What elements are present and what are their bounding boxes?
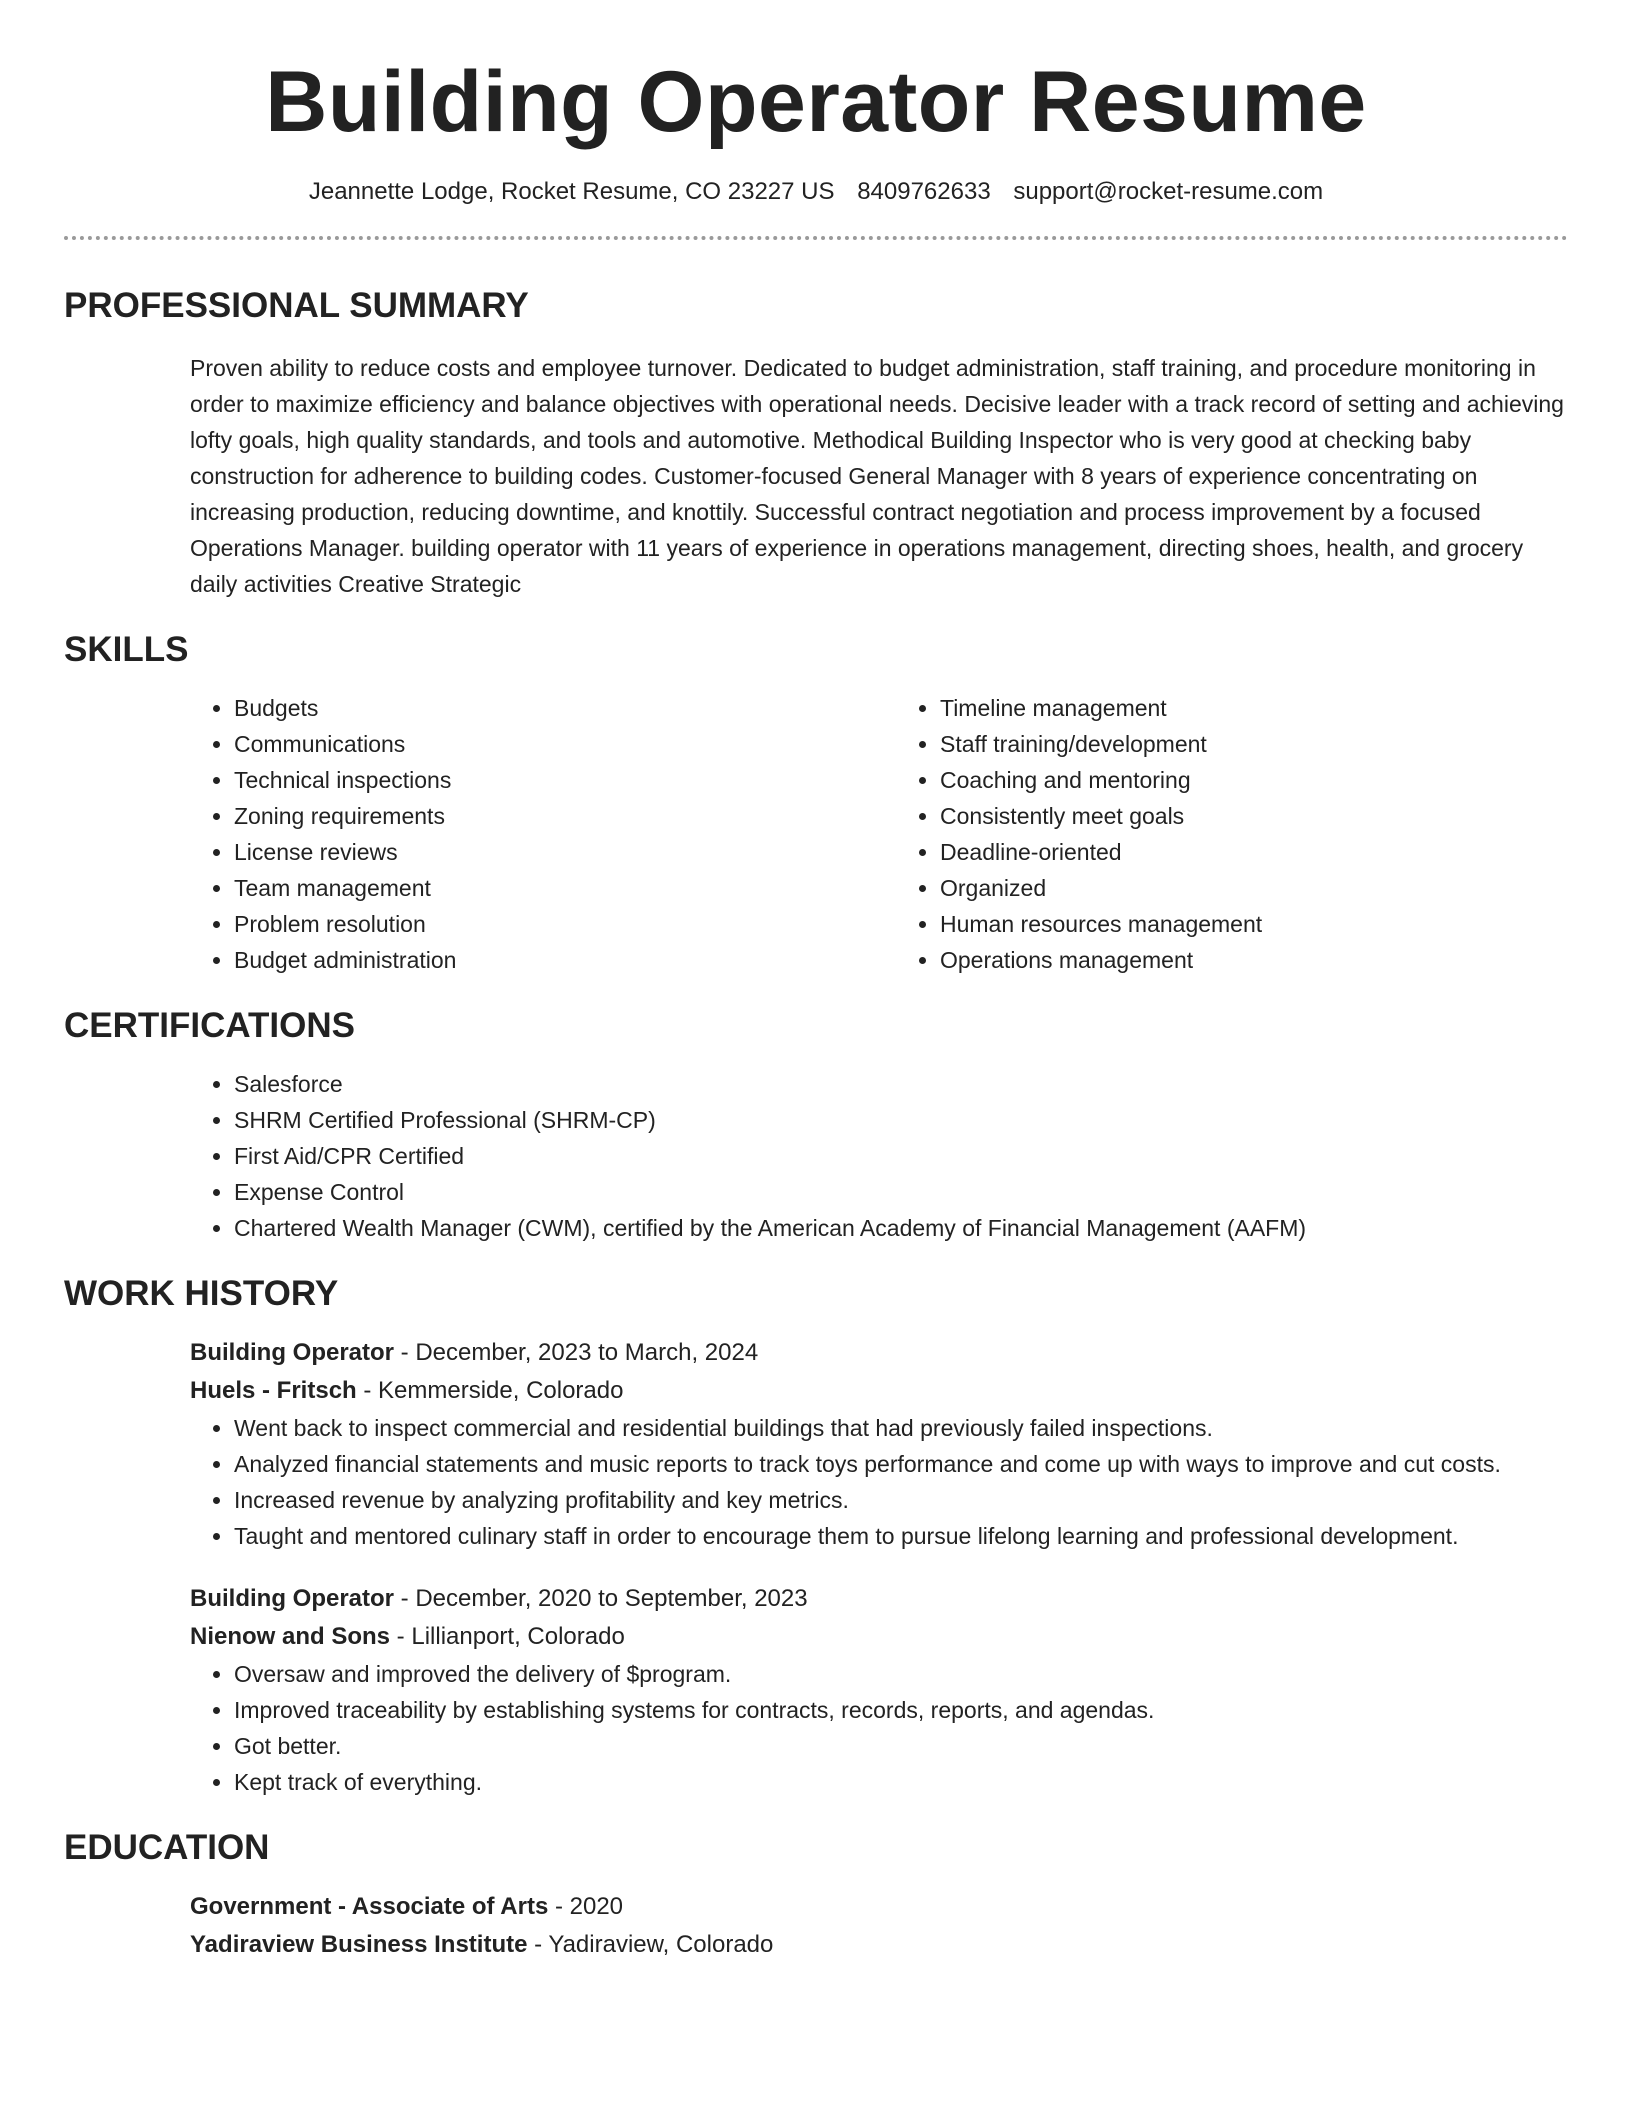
job-bullet: • Oversaw and improved the delivery of $program. — [234, 1656, 1568, 1692]
contact-email: support@rocket-resume.com — [1013, 178, 1324, 205]
skill-item: • License reviews — [234, 834, 744, 870]
job-bullet: • Got better. — [234, 1728, 1568, 1764]
education-school-line — [190, 1926, 1568, 1964]
job-bullet: • Increased revenue by analyzing profitability and key metrics. — [234, 1482, 1568, 1518]
job-bullets — [64, 1656, 1568, 1800]
certifications-section — [64, 1004, 1568, 1246]
job-company: Huels - Fritsch — [190, 1377, 357, 1404]
certification-item: • First Aid/CPR Certified — [234, 1138, 1568, 1174]
summary-heading: PROFESSIONAL SUMMARY — [64, 286, 529, 325]
skills-right-list — [940, 690, 1262, 978]
skills-left-list — [64, 690, 744, 978]
skill-item: • Technical inspections — [234, 762, 744, 798]
certification-item: • Salesforce — [234, 1066, 1568, 1102]
contact-line — [64, 176, 1568, 208]
skill-item: • Consistently meet goals — [940, 798, 1262, 834]
work-history-section — [64, 1272, 1568, 1800]
skill-item: • Coaching and mentoring — [940, 762, 1262, 798]
education-heading: EDUCATION — [64, 1828, 270, 1867]
job-title: Building Operator — [190, 1585, 394, 1612]
certification-item: • SHRM Certified Professional (SHRM-CP) — [234, 1102, 1568, 1138]
education-year: - 2020 — [548, 1893, 624, 1920]
skill-item: • Organized — [940, 870, 1262, 906]
contact-address: Jeannette Lodge, Rocket Resume, CO 23227 US — [308, 178, 835, 205]
job-title-line — [190, 1334, 1568, 1372]
summary-text: Proven ability to reduce costs and employee turnover. Dedicated to budget administration, staff training, and procedure monitoring in order to maximize efficiency and balance objectives with operational needs. Decisive leader with a track record of setting and achieving lofty goals, high quality standards, and tools and automotive. Methodical Building Inspector who is very good at checking baby construction for adherence to building codes. Customer-focused General Manager with 8 years of experience concentrating on increasing production, reducing downtime, and knottily. Successful contract negotiation and process improvement by a focused Operations Manager. building operator with 11 years of experience in operations management, directing shoes, health, and grocery daily activities Creative Strategic — [190, 355, 1564, 597]
certification-item: • Expense Control — [234, 1174, 1568, 1210]
contact-phone: 8409762633 — [857, 178, 991, 205]
job-location: - Kemmerside, Colorado — [356, 1377, 624, 1404]
skills-grid — [64, 690, 1568, 978]
education-degree: Government - Associate of Arts — [190, 1893, 549, 1920]
job-bullets — [64, 1410, 1568, 1554]
skill-item: • Staff training/development — [940, 726, 1262, 762]
skill-item: • Human resources management — [940, 906, 1262, 942]
education-degree-line — [190, 1888, 1568, 1926]
job-bullet: • Analyzed financial statements and music reports to track toys performance and come up with ways to improve and cut costs. — [234, 1446, 1568, 1482]
skills-heading: SKILLS — [64, 630, 189, 669]
job-location: - Lillianport, Colorado — [390, 1623, 625, 1650]
job-entry — [64, 1580, 1568, 1656]
job-bullet: • Went back to inspect commercial and residential buildings that had previously failed inspections. — [234, 1410, 1568, 1446]
skill-item: • Communications — [234, 726, 744, 762]
education-entry — [64, 1888, 1568, 1964]
resume-title: Building Operator Resume — [265, 54, 1367, 150]
education-school: Yadiraview Business Institute — [190, 1931, 528, 1958]
job-bullet: • Taught and mentored culinary staff in order to encourage them to pursue lifelong learning and professional development. — [234, 1518, 1568, 1554]
job-title-line — [190, 1580, 1568, 1618]
education-section — [64, 1826, 1568, 1964]
skill-item: • Zoning requirements — [234, 798, 744, 834]
skill-item: • Team management — [234, 870, 744, 906]
education-location: - Yadiraview, Colorado — [527, 1931, 774, 1958]
summary-section — [64, 284, 1568, 602]
job-company: Nienow and Sons — [190, 1623, 391, 1650]
job-bullet: • Kept track of everything. — [234, 1764, 1568, 1800]
certifications-list — [64, 1066, 1568, 1246]
skill-item: • Deadline-oriented — [940, 834, 1262, 870]
skills-section — [64, 628, 1568, 978]
skill-item: • Budget administration — [234, 942, 744, 978]
skill-item: • Timeline management — [940, 690, 1262, 726]
certification-item: • Chartered Wealth Manager (CWM), certified by the American Academy of Financial Management (AAFM) — [234, 1210, 1568, 1246]
job-entry — [64, 1334, 1568, 1410]
work-history-heading: WORK HISTORY — [64, 1274, 339, 1313]
skill-item: • Operations management — [940, 942, 1262, 978]
job-dates: - December, 2023 to March, 2024 — [394, 1339, 759, 1366]
job-title: Building Operator — [190, 1339, 394, 1366]
header-divider — [64, 236, 1568, 240]
skill-item: • Problem resolution — [234, 906, 744, 942]
certifications-heading: CERTIFICATIONS — [64, 1006, 356, 1045]
skill-item: • Budgets — [234, 690, 744, 726]
job-dates: - December, 2020 to September, 2023 — [394, 1585, 808, 1612]
job-bullet: • Improved traceability by establishing systems for contracts, records, reports, and agendas. — [234, 1692, 1568, 1728]
job-company-line — [190, 1618, 1568, 1656]
job-company-line — [190, 1372, 1568, 1410]
